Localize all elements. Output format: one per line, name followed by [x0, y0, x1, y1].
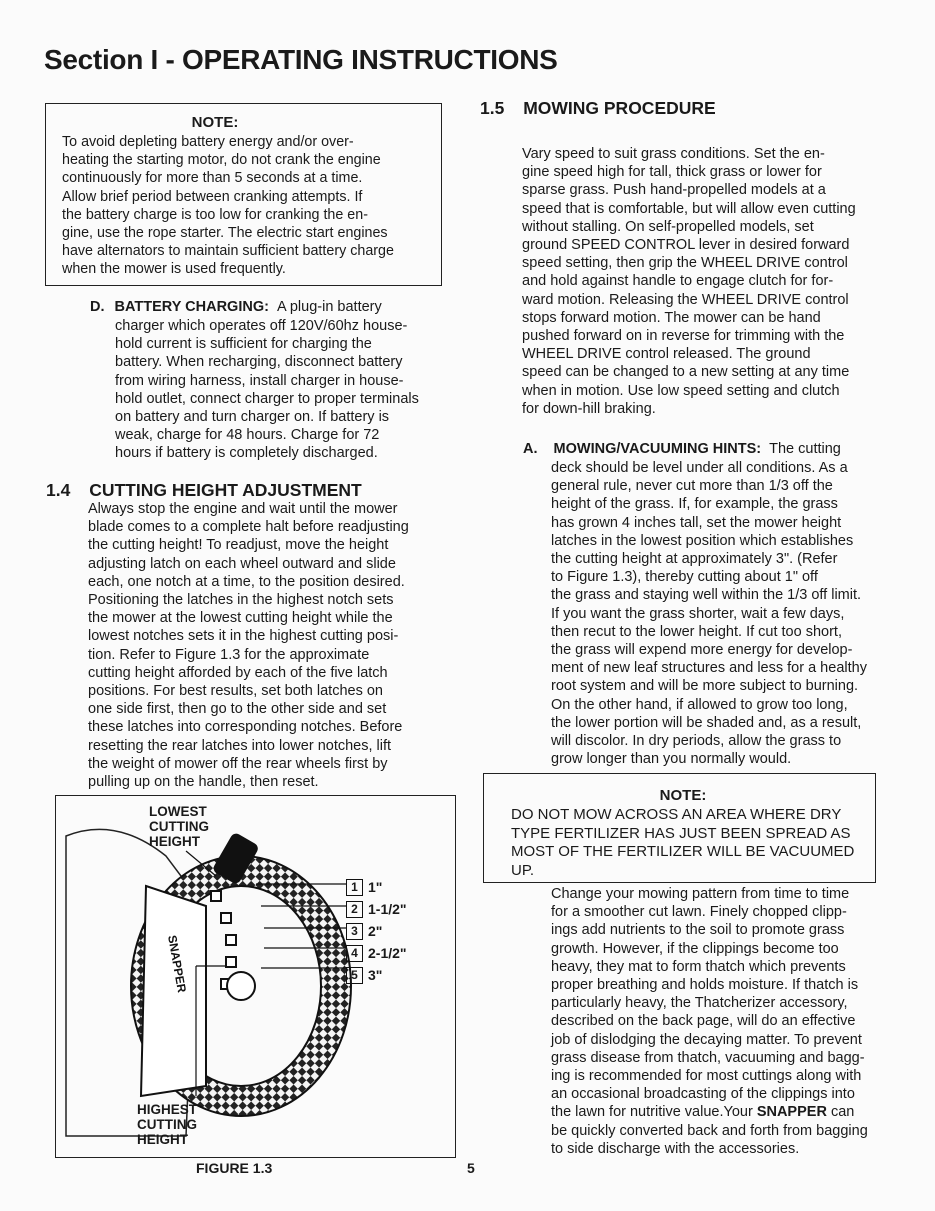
- latch-notch: [226, 957, 236, 967]
- text-line: speed can be changed to a new setting at any time: [522, 364, 850, 381]
- text-line: gine, use the rope starter. The electric start engines: [62, 225, 388, 242]
- brand-text: SNAPPER: [165, 934, 189, 994]
- hints-body: [551, 459, 867, 768]
- section-heading-text: CUTTING HEIGHT ADJUSTMENT: [89, 480, 362, 500]
- text-line: ment of new leaf structures and less for a healthy: [551, 660, 867, 677]
- hints-heading-text: MOWING/VACUUMING HINTS:: [553, 441, 762, 457]
- text-line: speed setting, then grip the WHEEL DRIVE control: [522, 255, 848, 272]
- text-line: hold current is sufficient for charging the: [115, 336, 372, 353]
- label-line: HIGHEST: [137, 1102, 198, 1117]
- text-line: ing is recommended for most cuttings along with: [551, 1068, 862, 1085]
- section-heading-text: MOWING PROCEDURE: [523, 98, 716, 118]
- text-line: Change your mowing pattern from time to time: [551, 886, 850, 902]
- label-line: CUTTING: [149, 819, 209, 834]
- text-line: resetting the rear latches into lower notches, lift: [88, 737, 392, 754]
- text-line: be quickly converted back and forth from bagging: [551, 1122, 868, 1139]
- latch-notch: [221, 913, 231, 923]
- text-line: [551, 1103, 868, 1121]
- text-line: Allow brief period between cranking attempts. If: [62, 188, 363, 205]
- page-number: 5: [467, 1160, 475, 1176]
- section-number: 1.5: [480, 98, 505, 118]
- height-step-list: [346, 876, 407, 986]
- text-line: charger which operates off 120V/60hz house-: [115, 318, 408, 334]
- brand-name: SNAPPER: [756, 1104, 827, 1121]
- mowing-procedure-body: [522, 145, 856, 418]
- text-line: stops forward motion. The mower can be hand: [522, 309, 821, 326]
- text-line: and hold against handle to engage clutch for for-: [522, 273, 834, 290]
- text-line: blade comes to a complete halt before readjusting: [88, 519, 409, 536]
- text-line: On the other hand, if allowed to grow too long,: [551, 696, 848, 713]
- text-line: job of dislodging the decaying matter. To prevent: [551, 1031, 862, 1048]
- text-line: without stalling. On self-propelled models, set: [522, 218, 814, 235]
- text-line: If you want the grass shorter, wait a few days,: [551, 605, 845, 622]
- text-line: lowest notches sets it in the highest cutting posi-: [88, 628, 399, 645]
- text-line: height of the grass. If, for example, the grass: [551, 496, 838, 513]
- cutting-height-heading: [46, 480, 362, 501]
- step-number-box: 3: [346, 923, 363, 940]
- step-height-value: 2-1/2": [368, 945, 407, 961]
- text-line: the battery charge is too low for cranking the en-: [62, 206, 368, 223]
- battery-first-line: A plug-in battery: [276, 299, 382, 315]
- text-line: root system and will be more subject to burning.: [551, 678, 859, 695]
- text-line: to Figure 1.3), thereby cutting about 1" off: [551, 569, 818, 586]
- height-step: [346, 964, 407, 986]
- text-line: sparse grass. Push hand-propelled models at a: [522, 182, 826, 199]
- text-line: ground SPEED CONTROL lever in desired forward: [522, 237, 850, 254]
- label-line: HEIGHT: [137, 1132, 189, 1147]
- text-line: ings add nutrients to the soil to promote grass: [551, 922, 845, 939]
- latch-notch: [226, 935, 236, 945]
- step-number-box: 1: [346, 879, 363, 896]
- text-line: MOST OF THE FERTILIZER WILL BE VACUUMED: [511, 843, 855, 860]
- text-line: DO NOT MOW ACROSS AN AREA WHERE DRY: [511, 806, 842, 823]
- text-line: adjusting latch on each wheel outward and slide: [88, 555, 396, 572]
- text-line: the grass will expend more energy for develop-: [551, 642, 853, 659]
- text-line: when the mower is used frequently.: [62, 261, 286, 278]
- text-line: ward motion. Releasing the WHEEL DRIVE control: [522, 291, 849, 308]
- text-line: heating the starting motor, do not crank the engine: [62, 152, 381, 169]
- text-line: proper breathing and holds moisture. If thatch is: [551, 977, 859, 994]
- text-line: To avoid depleting battery energy and/or over-: [62, 134, 354, 150]
- text-line: the cutting height! To readjust, move the height: [88, 537, 389, 554]
- text-line: speed that is comfortable, but will allow even cutting: [522, 200, 856, 217]
- text-line: Positioning the latches in the highest notch sets: [88, 592, 394, 609]
- figure-caption: FIGURE 1.3: [196, 1160, 273, 1176]
- text-line: to side discharge with the accessories.: [551, 1140, 800, 1157]
- text-line: cutting height afforded by each of the five latch: [88, 664, 388, 681]
- hints-first-line: The cutting: [769, 441, 841, 457]
- text-line: described on the back page, will do an effective: [551, 1013, 856, 1030]
- text-line: latches in the lowest position which establishes: [551, 532, 854, 549]
- text-line: when in motion. Use low speed setting and clutch: [522, 382, 840, 399]
- battery-charging-heading: [90, 298, 382, 316]
- step-number-box: 2: [346, 901, 363, 918]
- height-step: [346, 942, 407, 964]
- latch-notch: [211, 891, 221, 901]
- text-line: grass disease from thatch, vacuuming and bagg-: [551, 1049, 865, 1066]
- battery-heading: BATTERY CHARGING:: [114, 299, 269, 315]
- label-line: CUTTING: [137, 1117, 197, 1132]
- text-line: the mower at the lowest cutting height while the: [88, 610, 393, 627]
- text-line: particularly heavy, the Thatcherizer accessory,: [551, 995, 848, 1012]
- height-step: [346, 876, 407, 898]
- text-line: the grass and staying well within the 1/3 off limit.: [551, 587, 862, 604]
- text-line: tion. Refer to Figure 1.3 for the approximate: [88, 646, 370, 663]
- note-body: [511, 806, 854, 880]
- text-line: has grown 4 inches tall, set the mower height: [551, 514, 842, 531]
- text-line: TYPE FERTILIZER HAS JUST BEEN SPREAD AS: [511, 824, 851, 842]
- text-line: pulling up on the handle, then reset.: [88, 774, 319, 791]
- step-number-box: 5: [346, 967, 363, 984]
- text-line: Vary speed to suit grass conditions. Set the en-: [522, 146, 825, 162]
- cutting-height-body: [88, 500, 409, 791]
- text-line: these latches into corresponding notches. Before: [88, 719, 403, 736]
- highest-cutting-height-label: [137, 1102, 197, 1147]
- text-line: an occasional broadcasting of the clippings into: [551, 1086, 855, 1103]
- lowest-cutting-height-label: [149, 804, 209, 849]
- note-title: NOTE:: [659, 787, 707, 804]
- text-line: UP.: [511, 861, 535, 879]
- mowing-procedure-heading: [480, 98, 716, 119]
- height-step: [346, 898, 407, 920]
- text-line: the weight of mower off the rear wheels first by: [88, 755, 388, 772]
- text-run: the lawn for nutritive value.Your: [551, 1104, 757, 1121]
- section-title: Section I - OPERATING INSTRUCTIONS: [44, 44, 558, 75]
- text-line: battery. When recharging, disconnect battery: [115, 354, 403, 371]
- note-body: [62, 133, 394, 279]
- text-line: hours if battery is completely discharged.: [115, 445, 378, 462]
- text-line: on battery and turn charger on. If battery is: [115, 409, 390, 426]
- mowing-pattern-body: [551, 885, 868, 1158]
- text-line: from wiring harness, install charger in house-: [115, 372, 404, 389]
- section-number: 1.4: [46, 480, 71, 500]
- text-line: for down-hill braking.: [522, 400, 656, 417]
- text-line: growth. However, if the clippings become too: [551, 940, 839, 957]
- text-line: hold outlet, connect charger to proper terminals: [115, 390, 419, 407]
- text-line: positions. For best results, set both latches on: [88, 683, 383, 700]
- text-line: for a smoother cut lawn. Finely chopped clipp-: [551, 904, 847, 921]
- text-line: the lower portion will be shaded and, as a result,: [551, 714, 862, 731]
- text-line: pushed forward on in reverse for trimming with the: [522, 328, 845, 345]
- text-line: continuously for more than 5 seconds at a time.: [62, 170, 363, 187]
- text-line: will discolor. In dry periods, allow the grass to: [551, 733, 842, 750]
- text-line: Always stop the engine and wait until the mower: [88, 501, 398, 517]
- text-line: general rule, never cut more than 1/3 off the: [551, 478, 833, 495]
- step-height-value: 2": [368, 923, 383, 939]
- battery-body: [115, 317, 419, 463]
- text-line: deck should be level under all conditions. As a: [551, 460, 848, 476]
- text-line: grow longer than you normally would.: [551, 751, 792, 768]
- label-line: LOWEST: [149, 804, 207, 819]
- step-height-value: 1": [368, 879, 383, 895]
- text-line: weak, charge for 48 hours. Charge for 72: [115, 427, 380, 444]
- step-height-value: 3": [368, 967, 383, 983]
- text-line: gine speed high for tall, thick grass or lower for: [522, 164, 822, 181]
- text-line: then recut to the lower height. If cut too short,: [551, 623, 842, 640]
- text-line: heavy, they mat to form thatch which prevents: [551, 958, 846, 975]
- height-step: [346, 920, 407, 942]
- text-line: one side first, then go to the other side and set: [88, 701, 387, 718]
- note-title: NOTE:: [191, 114, 239, 131]
- step-number-box: 4: [346, 945, 363, 962]
- hints-letter: A.: [523, 441, 538, 457]
- text-line: each, one notch at a time, to the position desired.: [88, 573, 405, 590]
- step-height-value: 1-1/2": [368, 901, 407, 917]
- text-run: can: [826, 1104, 855, 1121]
- text-line: WHEEL DRIVE control released. The ground: [522, 346, 811, 363]
- label-line: HEIGHT: [149, 834, 201, 849]
- text-line: have alternators to maintain sufficient battery charge: [62, 243, 394, 260]
- text-line: the cutting height at approximately 3". (Refer: [551, 551, 838, 568]
- hints-heading: [523, 440, 841, 458]
- battery-letter: D.: [90, 299, 105, 315]
